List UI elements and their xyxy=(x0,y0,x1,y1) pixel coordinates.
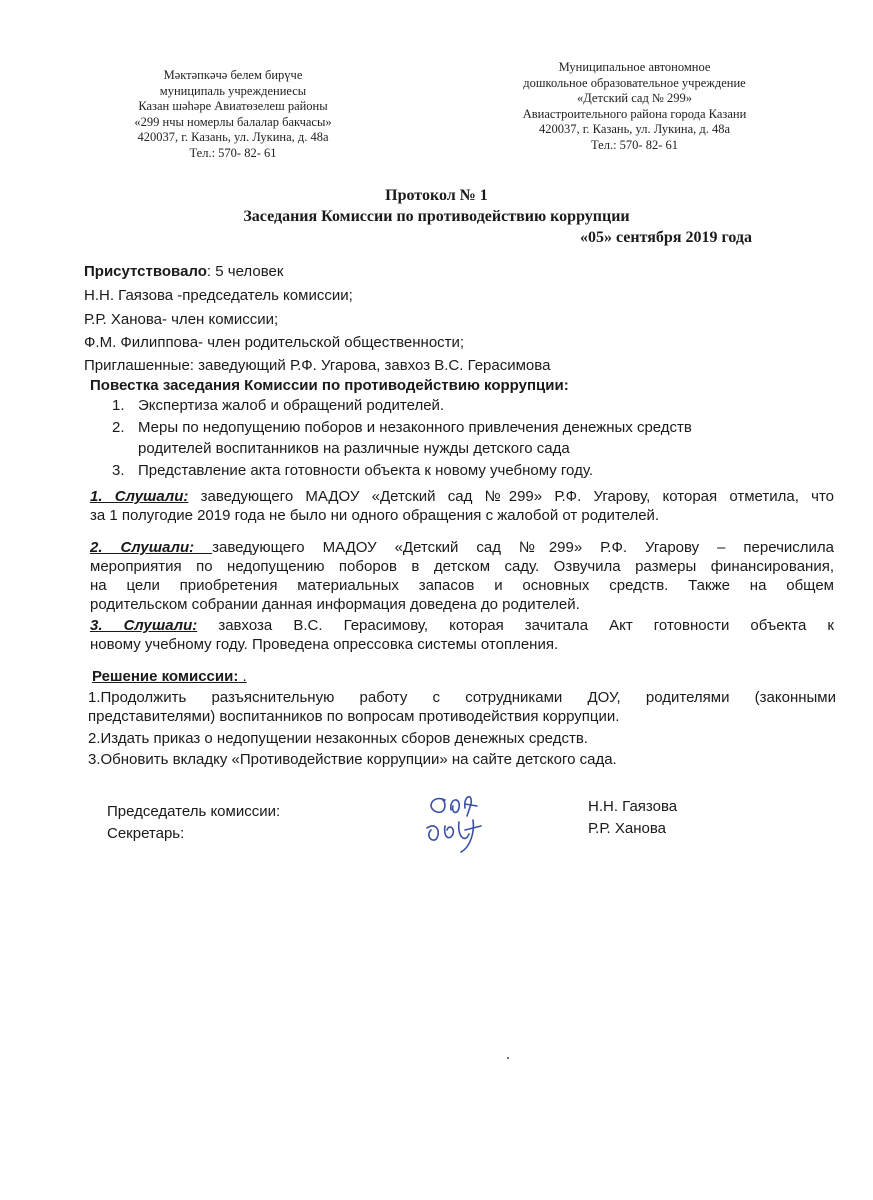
header-line: «Детский сад № 299» xyxy=(576,91,692,106)
header-line: Тел.: 570- 82- 61 xyxy=(189,145,277,160)
hearing-line: за 1 полугодие 2019 года не было ни одного обращения с жалобой от родителей. xyxy=(90,507,660,524)
hearing-text: завхоза В.С. Герасимову, которая зачитала Акт готовности объекта к xyxy=(197,617,834,634)
hearing-first-line xyxy=(90,487,834,506)
chair-label: Председатель комиссии: xyxy=(107,803,281,820)
hearing-label: 1. Слушали: xyxy=(90,488,189,505)
agenda-item-number: 3. xyxy=(112,462,125,479)
hearing-line: мероприятия по недопущению поборов в детском саду. Озвучила размеры финансирования, xyxy=(90,558,834,575)
decision-line: представителями) воспитанников по вопросам противодействия коррупции. xyxy=(88,708,620,725)
hearing-2 xyxy=(90,538,834,614)
agenda-item xyxy=(112,418,692,437)
decision-line: 2.Издать приказ о недопущении незаконных сборов денежных средств. xyxy=(88,730,588,747)
handwritten-signatures xyxy=(415,786,505,856)
hearing-line: новому учебному году. Проведена опрессовка системы отопления. xyxy=(90,636,559,653)
invited-line: Приглашенные: заведующий Р.Ф. Угарова, завхоз В.С. Герасимова xyxy=(84,357,551,374)
document-subtitle: Заседания Комиссии по противодействию коррупции xyxy=(243,208,630,225)
agenda-item-continuation: родителей воспитанников на различные нужды детского сада xyxy=(138,440,570,457)
agenda-heading: Повестка заседания Комиссии по противодействию коррупции: xyxy=(90,377,569,394)
header-line: 420037, г. Казань, ул. Лукина, д. 48а xyxy=(538,122,731,137)
header-line: Тел.: 570- 82- 61 xyxy=(591,137,678,152)
header-line: Мәктәпкәчә белем бирүче xyxy=(163,68,303,82)
scan-speck xyxy=(507,1057,509,1059)
header-right-russian xyxy=(492,60,777,154)
chair-name: Н.Н. Гаязова xyxy=(588,798,678,815)
hearing-label: 2. Слушали: xyxy=(90,539,213,556)
agenda-item-text: Представление акта готовности объекта к новому учебному году. xyxy=(138,462,593,479)
agenda-item-text: Экспертиза жалоб и обращений родителей. xyxy=(138,397,445,414)
attendance-line xyxy=(84,262,283,281)
hearing-text: заведующего МАДОУ «Детский сад №299» Р.Ф. Угарову – перечислила xyxy=(212,539,834,556)
document-title: Протокол № 1 xyxy=(385,187,488,204)
hearing-1 xyxy=(90,487,834,525)
attendance-label: Присутствовало xyxy=(84,263,207,280)
hearing-3 xyxy=(90,616,834,654)
agenda-item xyxy=(112,396,444,415)
meeting-date: «05» сентября 2019 года xyxy=(580,229,752,246)
header-line: Казан шәһәре Авиатөзелеш районы xyxy=(138,99,328,114)
decision-list xyxy=(88,688,836,726)
agenda-item-text: Меры по недопущению поборов и незаконного привлечения денежных средств xyxy=(138,419,692,436)
agenda-item-number: 1. xyxy=(112,397,125,414)
agenda-item xyxy=(112,461,593,480)
chair-signature-stroke xyxy=(431,797,477,816)
attendance-value: : 5 человек xyxy=(206,263,284,280)
member-line: Р.Р. Ханова- член комиссии; xyxy=(84,311,279,328)
decision-heading-tail: . xyxy=(238,668,247,685)
header-line: муниципаль учреждениесы xyxy=(159,83,307,98)
header-line: дошкольное образовательное учреждение xyxy=(523,75,746,90)
hearing-first-line xyxy=(90,538,834,557)
decision-line: 3.Обновить вкладку «Противодействие коррупции» на сайте детского сада. xyxy=(88,751,617,768)
secretary-signature-stroke xyxy=(427,820,481,852)
header-left-tatar xyxy=(98,68,368,162)
hearing-text: заведующего МАДОУ «Детский сад №299» Р.Ф. Угарову, которая отметила, что xyxy=(188,488,834,505)
secretary-label: Секретарь: xyxy=(107,825,185,842)
secretary-name: Р.Р. Ханова xyxy=(588,820,666,837)
decision-heading-text: Решение комиссии: xyxy=(92,668,239,685)
member-line: Ф.М. Филиппова- член родительской общественности; xyxy=(84,334,465,351)
decision-heading xyxy=(92,668,247,685)
hearing-line: на цели приобретения материальных запасов и основных средств. Также на общем xyxy=(90,577,834,594)
hearing-label: 3. Слушали: xyxy=(90,617,198,634)
member-line: Н.Н. Гаязова -председатель комиссии; xyxy=(84,287,353,304)
header-line: Муниципальное автономное xyxy=(558,60,711,74)
header-line: Авиастроительного района города Казани xyxy=(522,106,747,121)
header-line: «299 нчы номерлы балалар бакчасы» xyxy=(134,114,332,129)
hearing-first-line xyxy=(90,616,834,635)
hearing-line: родительском собрании данная информация доведена до родителей. xyxy=(90,596,580,613)
decision-line: 1.Продолжить разъяснительную работу с сотрудниками ДОУ, родителями (законными xyxy=(88,689,836,706)
header-line: 420037, г. Казань, ул. Лукина, д. 48а xyxy=(137,130,329,145)
agenda-item-number: 2. xyxy=(112,419,125,436)
